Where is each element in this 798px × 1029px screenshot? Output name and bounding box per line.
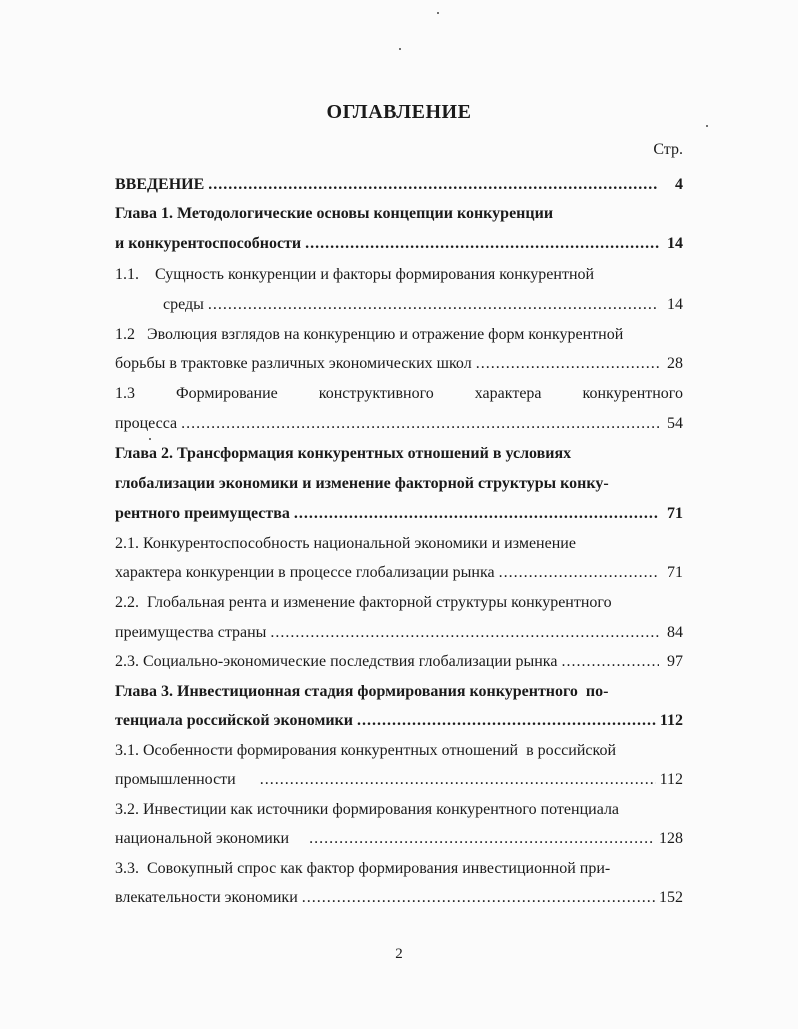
dot-leader xyxy=(260,771,656,789)
toc-entry-chapter-2[interactable] xyxy=(115,505,683,527)
scan-speck xyxy=(706,125,708,127)
word: конструктивного xyxy=(318,385,434,402)
toc-page-number: 84 xyxy=(667,624,683,641)
toc-entry-section-1-1[interactable] xyxy=(163,296,683,318)
toc-entry-text: борьбы в трактовке различных экономических школ xyxy=(115,355,472,372)
dot-leader xyxy=(309,830,655,848)
toc-entry-text: национальной экономики xyxy=(115,830,290,847)
toc-section-2-2-line1: 2.2. Глобальная рента и изменение факторной структуры конкурентного xyxy=(115,594,612,611)
toc-section-3-1-line1: 3.1. Особенности формирования конкурентных отношений в российской xyxy=(115,742,617,759)
toc-section-1-1-line1: 1.1. Сущность конкуренции и факторы формирования конкурентной xyxy=(115,266,595,283)
dot-leader xyxy=(499,564,659,582)
toc-entry-text: и конкурентоспособности xyxy=(115,235,302,252)
scan-speck xyxy=(149,438,151,440)
scan-speck xyxy=(437,12,439,14)
toc-page-number: 152 xyxy=(659,889,683,906)
toc-section-2-1-line1: 2.1. Конкурентоспособность национальной экономики и изменение xyxy=(115,535,576,552)
dot-leader xyxy=(561,653,659,671)
toc-entry-section-2-3[interactable] xyxy=(115,653,683,675)
toc-page-number: 14 xyxy=(667,296,683,313)
toc-entry-section-3-1[interactable] xyxy=(115,771,683,793)
toc-section-1-2-line1: 1.2 Эволюция взглядов на конкуренцию и отражение форм конкурентной xyxy=(115,326,624,343)
toc-page-number: 4 xyxy=(675,176,683,193)
toc-page-number: 71 xyxy=(667,564,683,581)
toc-entry-section-2-2[interactable] xyxy=(115,624,683,646)
toc-entry-text: среды xyxy=(163,296,204,313)
toc-section-3-3-line1: 3.3. Совокупный спрос как фактор формирования инвестиционной при- xyxy=(115,860,611,877)
dot-leader xyxy=(305,235,659,253)
dot-leader xyxy=(270,624,659,642)
toc-page-number: 14 xyxy=(667,235,683,252)
dot-leader xyxy=(294,505,659,523)
toc-page-number: 128 xyxy=(659,830,683,847)
word: Формирование xyxy=(176,385,278,402)
word: 1.3 xyxy=(115,385,135,402)
dot-leader xyxy=(208,176,659,194)
toc-entry-section-2-1[interactable] xyxy=(115,564,683,586)
page-title: ОГЛАВЛЕНИЕ xyxy=(326,101,472,123)
toc-entry-chapter-1[interactable] xyxy=(115,235,683,257)
dot-leader xyxy=(476,355,659,373)
word: конкурентного xyxy=(582,385,683,402)
toc-page-number: 71 xyxy=(667,505,683,522)
toc-entry-text: рентного преимущества xyxy=(115,505,290,522)
toc-entry-section-3-2[interactable] xyxy=(115,830,683,852)
toc-section-1-3-line1 xyxy=(115,385,683,403)
toc-entry-chapter-3[interactable] xyxy=(115,712,683,734)
toc-entry-section-3-3[interactable] xyxy=(115,889,683,911)
toc-entry-intro[interactable] xyxy=(115,176,683,198)
toc-page-number: 112 xyxy=(659,771,683,788)
toc-chapter-2-line2: глобализации экономики и изменение факторной структуры конку- xyxy=(115,475,609,492)
toc-entry-text: влекательности экономики xyxy=(115,889,298,906)
toc-chapter-2-line1: Глава 2. Трансформация конкурентных отношений в условиях xyxy=(115,445,572,462)
toc-section-3-2-line1: 3.2. Инвестиции как источники формирования конкурентного потенциала xyxy=(115,801,620,818)
page-number: 2 xyxy=(395,946,403,962)
toc-page-number: 54 xyxy=(667,415,683,432)
toc-entry-section-1-3[interactable] xyxy=(115,415,683,437)
toc-entry-section-1-2[interactable] xyxy=(115,355,683,377)
dot-leader xyxy=(302,889,655,907)
scan-speck xyxy=(399,48,401,50)
toc-entry-text: промышленности xyxy=(115,771,236,788)
page-column-label: Стр. xyxy=(653,141,683,158)
toc-entry-text: ВВЕДЕНИЕ xyxy=(115,176,205,193)
dot-leader xyxy=(357,712,656,730)
dot-leader xyxy=(208,296,659,314)
toc-chapter-1-line1: Глава 1. Методологические основы концепции конкуренции xyxy=(115,205,554,222)
toc-entry-text: преимущества страны xyxy=(115,624,267,641)
word: характера xyxy=(474,385,542,402)
toc-chapter-3-line1: Глава 3. Инвестиционная стадия формирования конкурентного по- xyxy=(115,683,609,700)
toc-page-number: 112 xyxy=(659,712,683,729)
toc-page-number: 97 xyxy=(667,653,683,670)
toc-entry-text: характера конкуренции в процессе глобализации рынка xyxy=(115,564,495,581)
toc-entry-text: тенциала российской экономики xyxy=(115,712,353,729)
toc-entry-text: 2.3. Социально-экономические последствия глобализации рынка xyxy=(115,653,558,670)
dot-leader xyxy=(181,415,659,433)
toc-entry-text: процесса xyxy=(115,415,178,432)
toc-page-number: 28 xyxy=(667,355,683,372)
